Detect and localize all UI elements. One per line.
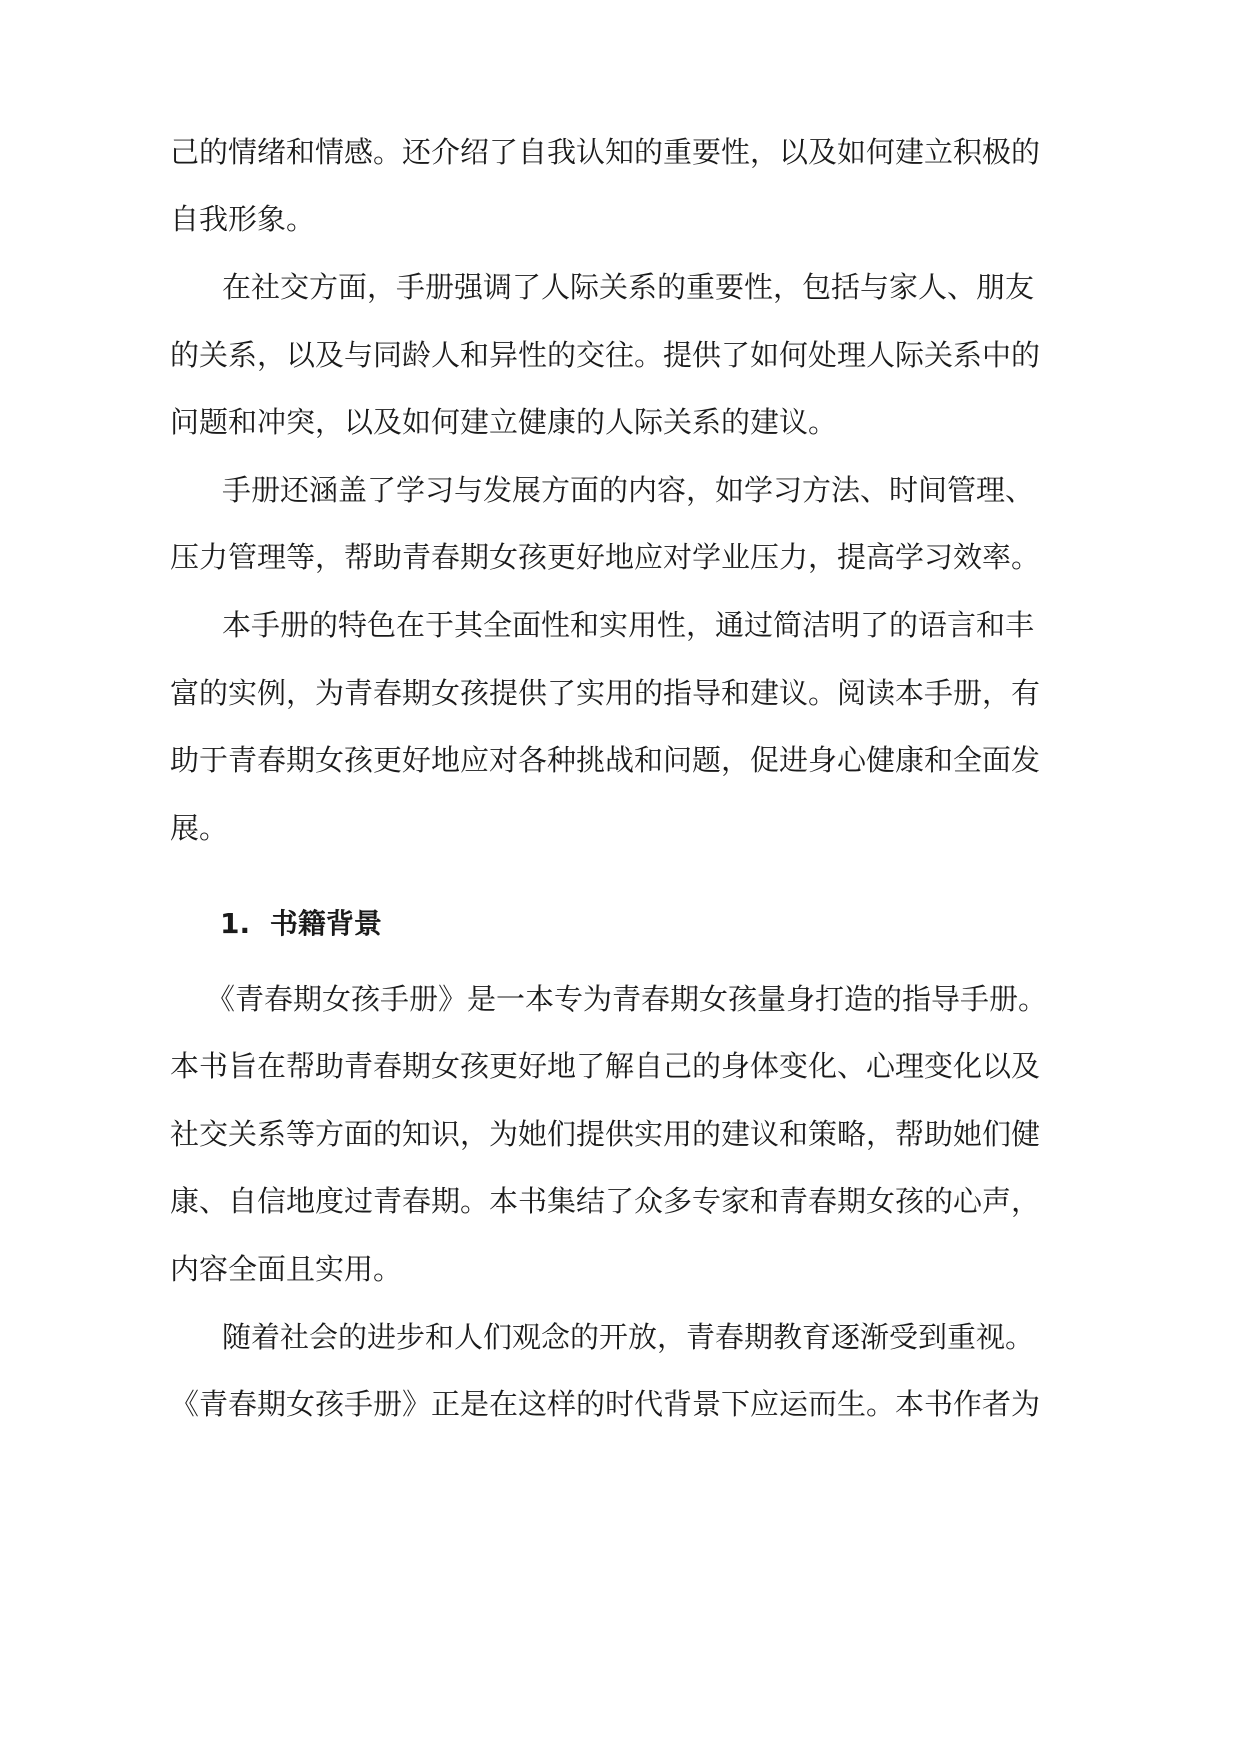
- text-line: 问题和冲突，以及如何建立健康的人际关系的建议。: [170, 405, 838, 439]
- text-line: 本书旨在帮助青春期女孩更好地了解自己的身体变化、心理变化以及: [170, 1049, 1041, 1083]
- text-line: 随着社会的进步和人们观念的开放，青春期教育逐渐受到重视。: [222, 1320, 1035, 1354]
- section-heading: [220, 904, 382, 944]
- text-line: 助于青春期女孩更好地应对各种挑战和问题，促进身心健康和全面发: [170, 743, 1041, 777]
- text-line: 本手册的特色在于其全面性和实用性，通过简洁明了的语言和丰: [222, 608, 1035, 642]
- section-heading-title: 书籍背景: [269, 907, 382, 940]
- text-line: 自我形象。: [170, 202, 316, 236]
- text-line: 在社交方面，手册强调了人际关系的重要性，包括与家人、朋友: [222, 270, 1035, 304]
- text-line: 富的实例，为青春期女孩提供了实用的指导和建议。阅读本手册，有: [170, 676, 1041, 710]
- text-line: 《青春期女孩手册》是一本专为青春期女孩量身打造的指导手册。: [206, 982, 1048, 1016]
- text-line: 压力管理等，帮助青春期女孩更好地应对学业压力，提高学习效率。: [170, 540, 1041, 574]
- section-heading-number: 1.: [220, 907, 251, 940]
- text-line: 己的情绪和情感。还介绍了自我认知的重要性，以及如何建立积极的: [170, 135, 1041, 169]
- text-line: 内容全面且实用。: [170, 1252, 403, 1286]
- text-line: 康、自信地度过青春期。本书集结了众多专家和青春期女孩的心声，: [170, 1184, 1041, 1218]
- text-line: 展。: [170, 811, 229, 845]
- text-line: 社交关系等方面的知识，为她们提供实用的建议和策略，帮助她们健: [170, 1117, 1041, 1151]
- text-line: 的关系，以及与同龄人和异性的交往。提供了如何处理人际关系中的: [170, 338, 1041, 372]
- text-line: 手册还涵盖了学习与发展方面的内容，如学习方法、时间管理、: [222, 473, 1035, 507]
- text-line: 《青春期女孩手册》正是在这样的时代背景下应运而生。本书作者为: [170, 1387, 1041, 1421]
